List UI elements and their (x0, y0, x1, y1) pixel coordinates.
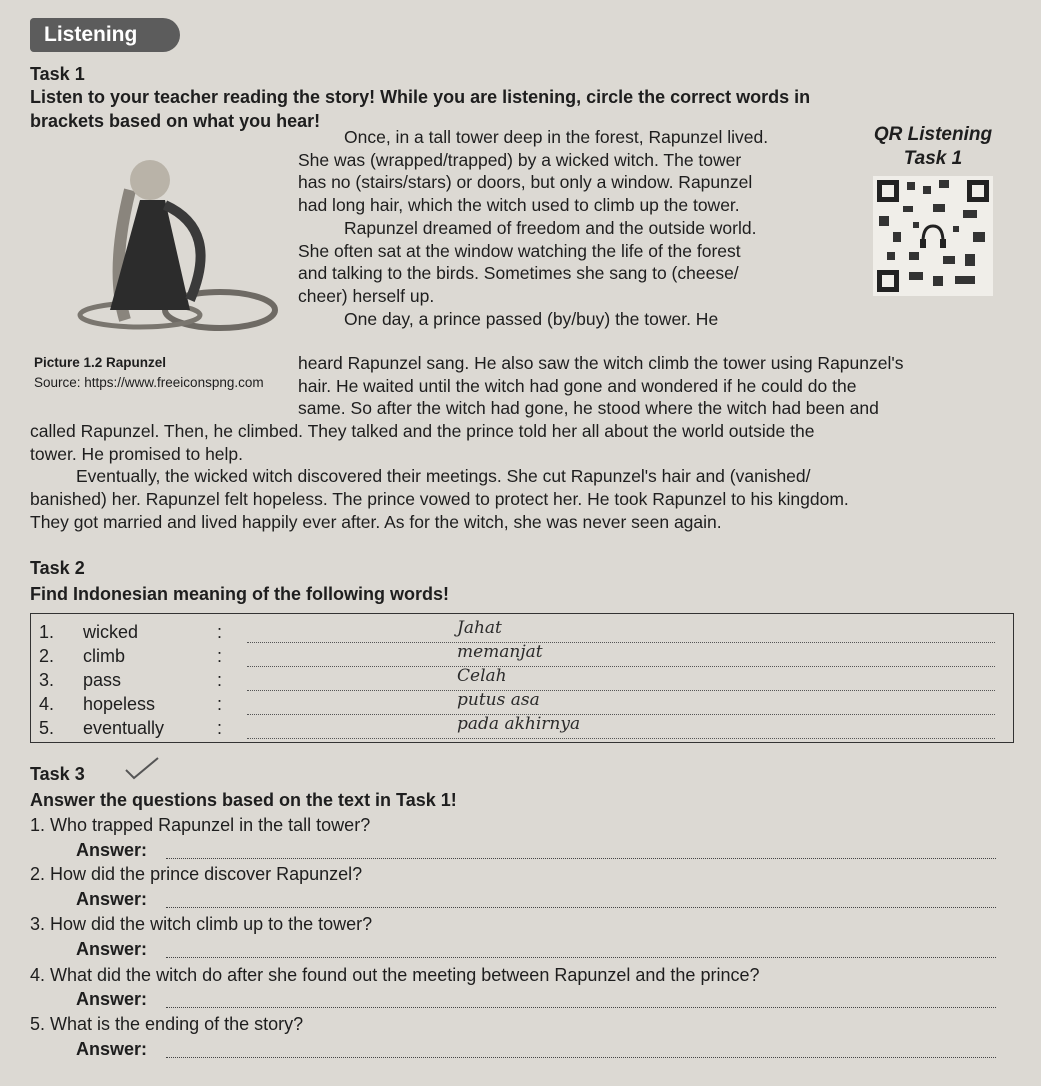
task3-label: Task 3 (30, 764, 85, 784)
vocab-row: 2. climb : memanjat (39, 646, 999, 670)
story-line: called Rapunzel. Then, he climbed. They talked and the prince told her all about the world outside the (30, 421, 815, 441)
story-line: hair. He waited until the witch had gone and wondered if he could do the (298, 375, 857, 396)
story-line: Once, in a tall tower deep in the forest, Rapunzel lived. (344, 127, 769, 147)
vocab-answer: Jahat (457, 618, 502, 638)
story-line: had long hair, which the witch used to climb up the tower. (298, 195, 740, 216)
story-line: has no (stairs/stars) or doors, but only a window. Rapunzel (298, 172, 753, 193)
story-line: They got married and lived happily ever after. As for the witch, she was never seen again. (30, 511, 722, 532)
answer-label: Answer: (76, 1039, 148, 1059)
section-badge: Listening (30, 18, 180, 52)
answer-line[interactable] (166, 840, 996, 859)
vocab-number: 3. (39, 670, 55, 690)
answer-line[interactable] (166, 989, 996, 1008)
story-line: banished) her. Rapunzel felt hopeless. The prince vowed to protect her. He took Rapunzel to his kingdom. (30, 489, 849, 510)
question-text: 4. What did the witch do after she found out the meeting between Rapunzel and the prince? (30, 965, 760, 985)
vocab-word: climb (83, 646, 126, 666)
qr-listening-box (848, 124, 1018, 310)
rapunzel-picture (70, 150, 280, 345)
task2-instruction: Find Indonesian meaning of the following words! (30, 584, 449, 604)
story-paragraph-3 (298, 352, 1018, 420)
answer-label: Answer: (76, 840, 148, 860)
question-text: 5. What is the ending of the story? (30, 1014, 304, 1034)
task1-label: Task 1 (30, 64, 85, 84)
question-text: 2. How did the prince discover Rapunzel? (30, 864, 363, 884)
answer-label: Answer: (76, 939, 148, 959)
story-line: Rapunzel dreamed of freedom and the outside world. (344, 217, 757, 238)
vocab-row: 3. pass : Celah (39, 670, 999, 694)
story-line: tower. He promised to help. (30, 443, 244, 464)
story-line: She often sat at the window watching the life of the forest (298, 240, 741, 261)
question-text: 1. Who trapped Rapunzel in the tall tower? (30, 815, 371, 835)
story-line: and talking to the birds. Sometimes she sang to (cheese/ (298, 263, 739, 284)
story-line: cheer) herself up. (298, 285, 435, 306)
story-line: heard Rapunzel sang. He also saw the witch climb the tower using Rapunzel's (298, 353, 904, 373)
story-paragraph-1 (298, 126, 838, 330)
qr-subtitle: Task 1 (903, 148, 963, 169)
vocab-answer: Celah (457, 666, 507, 686)
task1-instruction-line2: brackets based on what you hear! (30, 111, 321, 131)
story-line: same. So after the witch had gone, he stood where the witch had been and (298, 398, 879, 419)
story-line: Eventually, the wicked witch discovered their meetings. She cut Rapunzel's hair and (vanished/ (76, 466, 811, 487)
vocab-word: hopeless (83, 694, 156, 714)
vocab-answer-line[interactable] (247, 714, 995, 739)
vocab-row: 5. eventually : pada akhirnya (39, 718, 999, 742)
picture-source: Source: https://www.freeiconspng.com (34, 375, 264, 390)
vocab-row: 4. hopeless : putus asa (39, 694, 999, 718)
answer-line[interactable] (166, 939, 996, 958)
picture-caption: Picture 1.2 Rapunzel (34, 355, 167, 370)
vocab-word: wicked (83, 622, 139, 642)
answer-line[interactable] (166, 889, 996, 908)
story-line: One day, a prince passed (by/buy) the tower. He (344, 308, 719, 329)
answer-line[interactable] (166, 1039, 996, 1058)
checkmark-icon (122, 756, 162, 780)
story-paragraph-3-cont (30, 420, 1020, 534)
vocab-number: 4. (39, 694, 55, 714)
vocab-number: 1. (39, 622, 55, 642)
vocab-word: eventually (83, 718, 165, 738)
question-text: 3. How did the witch climb up to the tower? (30, 914, 373, 934)
vocabulary-table (30, 613, 1014, 743)
task1-instruction-line1: Listen to your teacher reading the story! While you are listening, circle the correct words in (30, 87, 811, 107)
story-line: She was (wrapped/trapped) by a wicked witch. The tower (298, 149, 742, 170)
vocab-answer: memanjat (457, 642, 543, 662)
vocab-number: 5. (39, 718, 55, 738)
vocab-answer: putus asa (457, 690, 540, 710)
answer-label: Answer: (76, 889, 148, 909)
vocab-answer: pada akhirnya (457, 714, 581, 734)
qr-title: QR Listening (873, 124, 993, 145)
qr-code-icon[interactable] (873, 176, 993, 296)
task3-instruction: Answer the questions based on the text in Task 1! (30, 790, 457, 810)
task2-label: Task 2 (30, 558, 85, 578)
vocab-row: 1. wicked : Jahat (39, 622, 999, 646)
answer-label: Answer: (76, 989, 148, 1009)
vocab-word: pass (83, 670, 122, 690)
vocab-number: 2. (39, 646, 55, 666)
